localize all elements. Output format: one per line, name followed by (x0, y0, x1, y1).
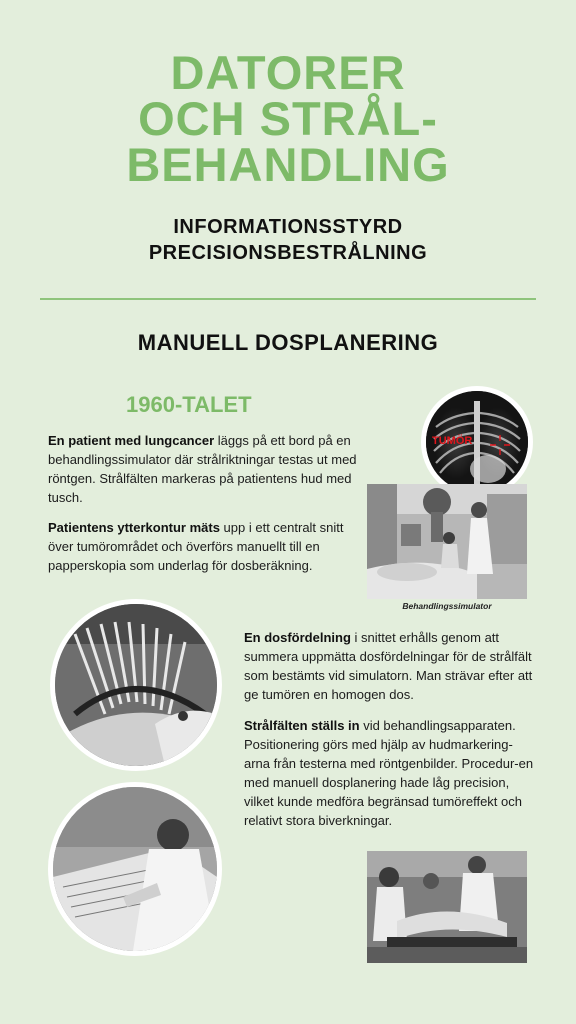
title-line-3: BEHANDLING (126, 138, 450, 191)
section-heading: MANUELL DOSPLANERING (137, 330, 439, 355)
paragraph-field-setup (244, 716, 534, 830)
paragraph-lead: En dosfördelning (244, 630, 351, 645)
paragraph-body: vid behandlingsapparaten. Positionering görs med hjälp av hudmarkering-arna från testerna med röntgenbilder. Procedur-en med manuell dosplanering hade låg precision, vilket kunde medföra begränsad tumöreffekt och relativt stora biverkningar. (244, 718, 534, 828)
page-subtitle (0, 214, 576, 266)
paragraph-body: upp i ett centralt snitt över tumörområdet och överförs manuellt till en papperskopia som underlag för dosberäkning. (48, 520, 344, 573)
simulator-photo (367, 484, 527, 599)
subtitle-line-1: INFORMATIONSSTYRD (173, 216, 403, 238)
doctor-drawing-photo (48, 782, 222, 956)
paragraph-body: i snittet erhålls genom att summera uppmätta dosfördelningar för de strålfält som bestämts vid simulatorn. Man strävar efter att ge tumören en homogen dos. (244, 630, 533, 702)
subtitle-line-2: PRECISIONSBESTRÅLNING (148, 242, 428, 264)
treatment-photo (367, 851, 527, 963)
contour-device-photo (50, 599, 222, 771)
simulator-caption: Behandlingssimulator (402, 601, 492, 611)
title-line-1: DATORER (170, 46, 406, 99)
paragraph-dose-distribution (244, 628, 534, 704)
divider-line (40, 298, 536, 300)
paragraph-lead: En patient med lungcancer (48, 433, 215, 448)
decade-heading: 1960-TALET (126, 392, 252, 417)
paragraph-body: läggs på ett bord på en behandlingssimulator där strålriktningar testas ut med röntgen. Strålfälten markeras på patientens hud med tusch. (48, 433, 357, 505)
paragraph-lead: Patientens ytterkontur mäts (48, 520, 220, 535)
paragraph-lead: Strålfälten ställs in (244, 718, 360, 733)
paragraph-contour (48, 518, 366, 575)
tumor-label: TUMÖR (432, 435, 473, 447)
xray-image (421, 386, 533, 498)
page-title (0, 46, 576, 191)
paragraph-lung-cancer (48, 431, 366, 507)
title-line-2: OCH STRÅL- (138, 92, 438, 145)
